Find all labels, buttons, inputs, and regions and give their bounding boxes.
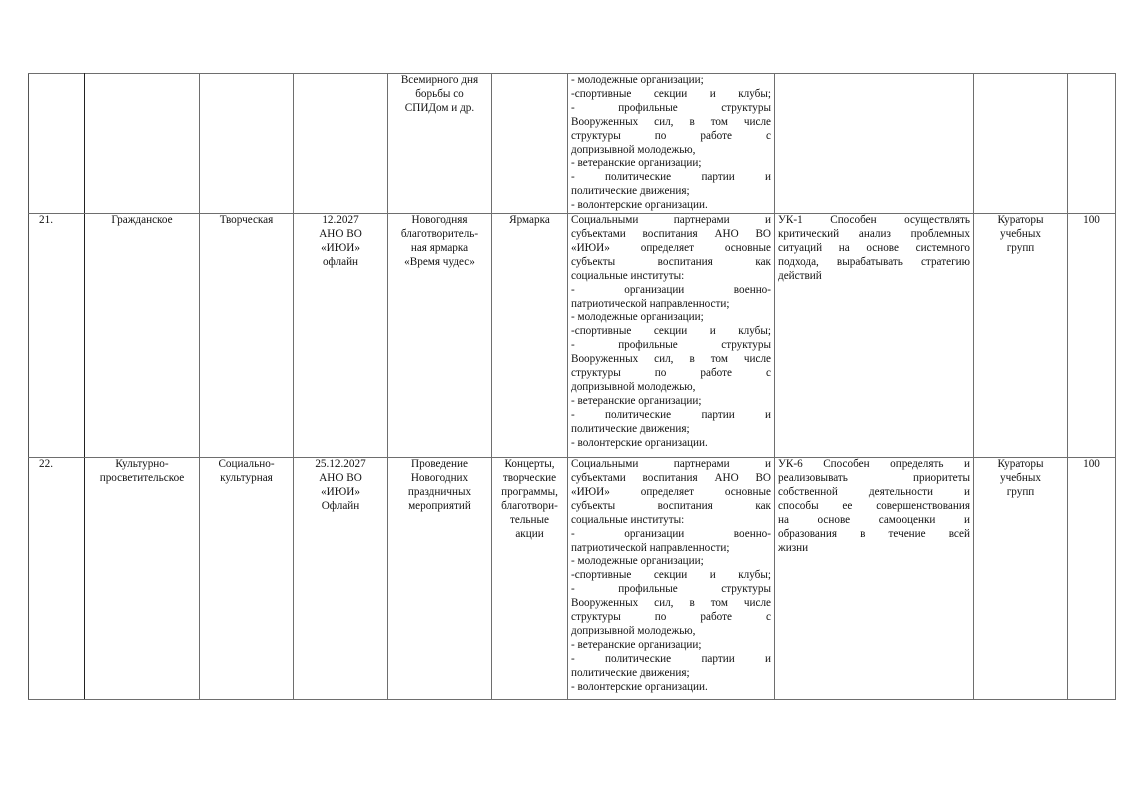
cell-line: борьбы со [415, 87, 464, 100]
cell-competence [775, 458, 974, 700]
cell-line: - молодежные организации; [571, 555, 704, 568]
cell-partners [568, 74, 775, 214]
cell-partners [568, 458, 775, 700]
cell-line: «ИЮИ» определяет основные [571, 485, 771, 498]
cell-line: - организации военно- [571, 283, 771, 296]
cell-text: Творческая [219, 214, 274, 227]
cell-line: - ветеранские организации; [571, 157, 702, 170]
cell-line: групп [1006, 485, 1035, 498]
cell-line: Новогодних [410, 471, 469, 484]
cell-line: Концерты, [504, 458, 555, 471]
cell-line: структуры по работе с [571, 611, 771, 624]
cell-form [492, 74, 568, 214]
cell-line: Социальными партнерами и [571, 458, 771, 471]
cell-event [388, 214, 492, 458]
cell-responsible [974, 74, 1068, 214]
cell-line: субъекты воспитания как [571, 255, 771, 268]
cell-line: Всемирного дня [400, 74, 479, 86]
cell-line: субъекты воспитания как [571, 499, 771, 512]
cell-activity-type [200, 214, 294, 458]
cell-line: Ярмарка [509, 214, 550, 227]
cell-line: ная ярмарка [410, 241, 469, 254]
cell-date-place [294, 74, 388, 214]
cell-line: благотворитель- [400, 227, 479, 240]
cell-line: социальные институты: [571, 513, 685, 526]
cell-line: -спортивные секции и клубы; [571, 87, 771, 100]
cell-line: Офлайн [321, 499, 360, 512]
table-row [29, 458, 1116, 700]
cell-line: УК-6 Способен определять и [778, 458, 970, 471]
cell-line: допризывной молодежью, [571, 624, 696, 637]
cell-line: патриотической направленности; [571, 541, 730, 554]
cell-competence [775, 214, 974, 458]
cell-line: - политические партии и [571, 408, 771, 421]
cell-line: акции [515, 527, 544, 540]
cell-line: способы ее совершенствования [778, 499, 970, 512]
cell-line: учебных [1000, 471, 1041, 484]
cell-text: 22. [39, 458, 53, 471]
cell-form [492, 458, 568, 700]
cell-line: критический анализ проблемных [778, 227, 970, 240]
cell-line: УК-1 Способен осуществлять [778, 214, 970, 227]
cell-line: групп [1006, 241, 1035, 254]
cell-line: Культурно- [115, 458, 169, 471]
cell-partners [568, 214, 775, 458]
cell-line: -спортивные секции и клубы; [571, 569, 771, 582]
cell-direction [85, 74, 200, 214]
cell-line: структуры по работе с [571, 129, 771, 142]
cell-line: на основе самооценки и [778, 513, 970, 526]
cell-line: Вооруженных сил, в том числе [571, 597, 771, 610]
cell-text: Гражданское [111, 214, 173, 227]
cell-line: действий [778, 269, 822, 282]
cell-line: СПИДом и др. [404, 101, 475, 114]
cell-line: мероприятий [408, 499, 471, 512]
cell-number [29, 74, 85, 214]
cell-line: политические движения; [571, 666, 690, 679]
cell-responsible [974, 214, 1068, 458]
cell-line: 12.2027 [322, 214, 359, 227]
cell-activity-type [200, 458, 294, 700]
cell-count [1068, 74, 1116, 214]
cell-line: жизни [778, 541, 809, 554]
cell-text: 100 [1083, 214, 1100, 227]
cell-line: собственной деятельности и [778, 485, 970, 498]
cell-line: тельные [509, 513, 549, 526]
cell-line: ситуаций на основе системного [778, 241, 970, 254]
cell-line: «ИЮИ» [321, 241, 360, 254]
cell-line: Вооруженных сил, в том числе [571, 115, 771, 128]
cell-line: - волонтерские организации. [571, 680, 708, 693]
cell-event [388, 458, 492, 700]
cell-line: АНО ВО [319, 471, 362, 484]
events-table [28, 73, 1116, 700]
table-row [29, 74, 1116, 214]
cell-number [29, 214, 85, 458]
cell-line: - организации военно- [571, 527, 771, 540]
cell-line: «ИЮИ» определяет основные [571, 241, 771, 254]
cell-line: субъектами воспитания АНО ВО [571, 227, 771, 240]
cell-line: политические движения; [571, 185, 690, 198]
cell-line: «Время чудес» [404, 255, 475, 268]
cell-line: - профильные структуры [571, 583, 771, 596]
cell-line: - политические партии и [571, 652, 771, 665]
cell-line: Социальными партнерами и [571, 214, 771, 227]
cell-line: допризывной молодежью, [571, 143, 696, 156]
cell-line: структуры по работе с [571, 367, 771, 380]
cell-line: реализовывать приоритеты [778, 471, 970, 484]
cell-line: - профильные структуры [571, 339, 771, 352]
cell-line: Кураторы [997, 458, 1044, 471]
cell-form [492, 214, 568, 458]
cell-number [29, 458, 85, 700]
cell-line: -спортивные секции и клубы; [571, 325, 771, 338]
cell-direction [85, 214, 200, 458]
cell-activity-type [200, 74, 294, 214]
cell-line: культурная [220, 471, 273, 484]
cell-line: Социально- [218, 458, 275, 471]
cell-text: 100 [1083, 458, 1100, 471]
cell-line: творческие [502, 471, 557, 484]
cell-line: просветительское [99, 471, 185, 484]
cell-line: - волонтерские организации. [571, 199, 708, 212]
cell-line: - профильные структуры [571, 101, 771, 114]
cell-line: - молодежные организации; [571, 74, 704, 86]
cell-line: социальные институты: [571, 269, 685, 282]
cell-line: Кураторы [997, 214, 1044, 227]
cell-line: праздничных [407, 485, 472, 498]
cell-count [1068, 458, 1116, 700]
cell-line: образования в течение всей [778, 527, 970, 540]
cell-count [1068, 214, 1116, 458]
cell-line: субъектами воспитания АНО ВО [571, 471, 771, 484]
cell-line: Новогодняя [411, 214, 468, 227]
cell-date-place [294, 214, 388, 458]
cell-date-place [294, 458, 388, 700]
cell-line: - ветеранские организации; [571, 638, 702, 651]
cell-line: 25.12.2027 [315, 458, 366, 471]
cell-responsible [974, 458, 1068, 700]
cell-line: - политические партии и [571, 171, 771, 184]
table-row [29, 214, 1116, 458]
cell-text: 21. [39, 214, 53, 227]
cell-line: - волонтерские организации. [571, 436, 708, 449]
cell-line: допризывной молодежью, [571, 380, 696, 393]
cell-line: Вооруженных сил, в том числе [571, 353, 771, 366]
cell-line: офлайн [322, 255, 359, 268]
cell-line: - ветеранские организации; [571, 394, 702, 407]
cell-line: благотвори- [501, 499, 558, 512]
cell-direction [85, 458, 200, 700]
cell-line: - молодежные организации; [571, 311, 704, 324]
cell-line: учебных [1000, 227, 1041, 240]
cell-event [388, 74, 492, 214]
cell-competence [775, 74, 974, 214]
cell-line: подхода, вырабатывать стратегию [778, 255, 970, 268]
cell-line: патриотической направленности; [571, 297, 730, 310]
cell-line: политические движения; [571, 422, 690, 435]
cell-line: Проведение [411, 458, 468, 471]
cell-line: программы, [501, 485, 558, 498]
cell-line: АНО ВО [319, 227, 362, 240]
cell-line: «ИЮИ» [321, 485, 360, 498]
